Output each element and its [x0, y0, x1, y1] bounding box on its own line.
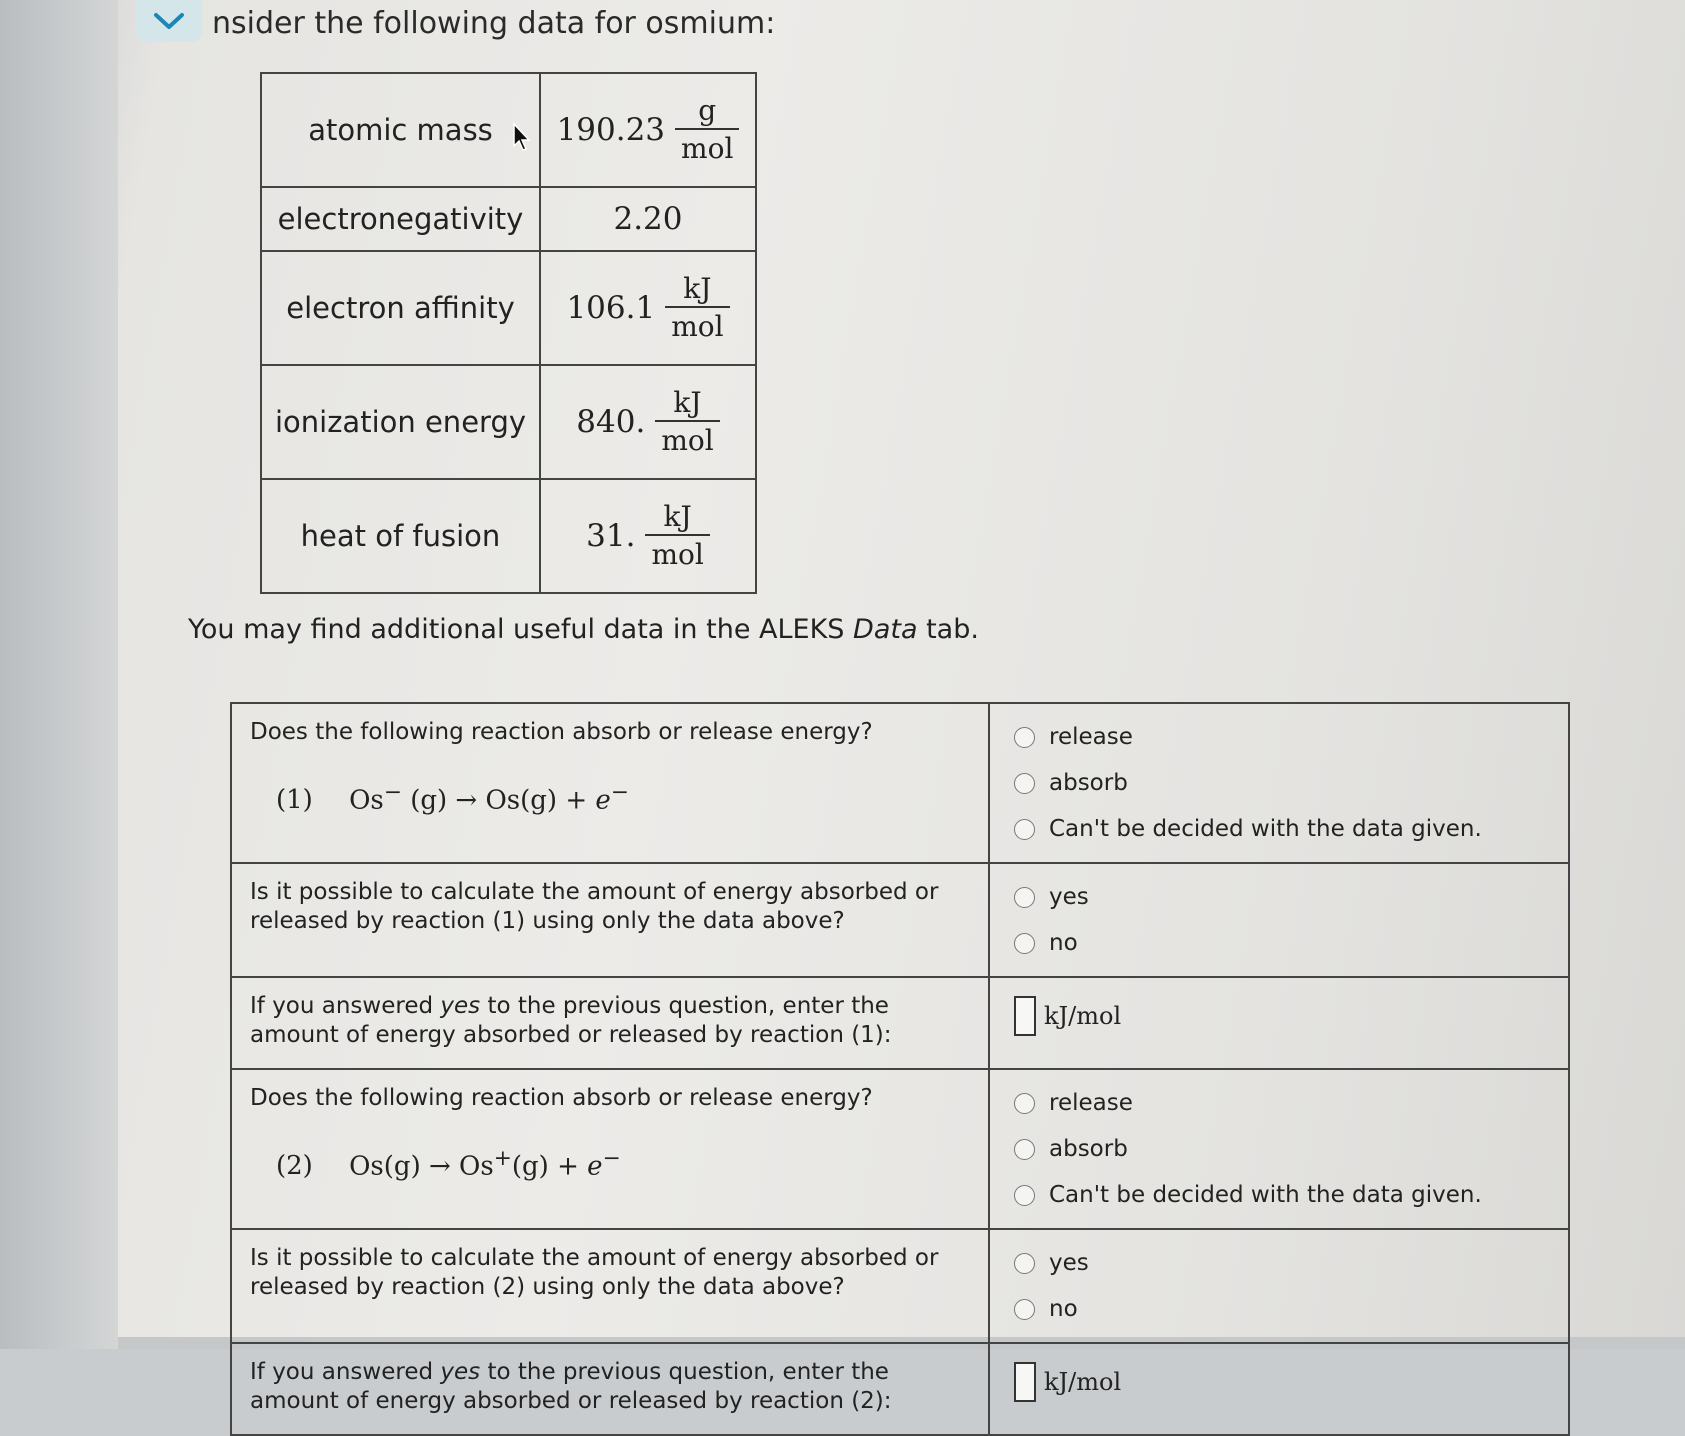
property-label: electronegativity	[261, 187, 540, 251]
unit-fraction: $\frac{kJ}{\text{mol}}$	[645, 500, 709, 571]
left-margin	[0, 0, 118, 1349]
option-no[interactable]: no	[1014, 920, 1544, 966]
chevron-down-icon	[152, 10, 186, 32]
table-row	[261, 187, 756, 251]
unit-label: kJ/mol	[1044, 1002, 1122, 1030]
question-row	[231, 863, 1569, 977]
radio-button[interactable]	[1014, 1253, 1035, 1274]
table-row	[261, 251, 756, 365]
radio-button[interactable]	[1014, 933, 1035, 954]
answer-options	[989, 1069, 1569, 1229]
question-prompt: Does the following reaction absorb or release energy?	[250, 1085, 873, 1111]
option-absorb[interactable]: absorb	[1014, 1126, 1544, 1172]
unit-fraction: $\frac{g}{\text{mol}}$	[675, 94, 739, 165]
table-row	[261, 479, 756, 593]
question-prompt: Is it possible to calculate the amount of energy absorbed or released by reaction (1) using only the data above?	[231, 863, 989, 977]
option-release[interactable]: release	[1014, 1080, 1544, 1126]
unit-label: kJ/mol	[1044, 1368, 1122, 1396]
answer-options	[989, 1229, 1569, 1343]
unit-fraction: $\frac{kJ}{\text{mol}}$	[665, 272, 729, 343]
page-title: nsider the following data for osmium:	[212, 6, 776, 41]
option-cant-decide[interactable]: Can't be decided with the data given.	[1014, 806, 1544, 852]
option-no[interactable]: no	[1014, 1286, 1544, 1332]
property-label: heat of fusion	[261, 479, 540, 593]
property-label: electron affinity	[261, 251, 540, 365]
property-label: atomic mass	[261, 73, 540, 187]
radio-button[interactable]	[1014, 1185, 1035, 1206]
question-prompt: Is it possible to calculate the amount of energy absorbed or released by reaction (2) using only the data above?	[231, 1229, 989, 1343]
answer-options	[989, 863, 1569, 977]
radio-button[interactable]	[1014, 1093, 1035, 1114]
reaction-equation: (2) Os(g) → Os+(g) + e−	[276, 1145, 621, 1182]
property-label: ionization energy	[261, 365, 540, 479]
question-prompt: Does the following reaction absorb or release energy?	[250, 719, 873, 745]
question-prompt: If you answered yes to the previous question, enter the amount of energy absorbed or released by reaction (1):	[231, 977, 989, 1069]
energy-input-row	[1014, 1362, 1544, 1402]
energy-input[interactable]	[1014, 996, 1036, 1036]
option-cant-decide[interactable]: Can't be decided with the data given.	[1014, 1172, 1544, 1218]
property-value: 840.	[576, 404, 646, 440]
mouse-cursor-icon	[512, 122, 532, 152]
option-yes[interactable]: yes	[1014, 874, 1544, 920]
radio-button[interactable]	[1014, 1299, 1035, 1320]
radio-button[interactable]	[1014, 1139, 1035, 1160]
radio-button[interactable]	[1014, 727, 1035, 748]
data-tab-note: You may find additional useful data in the ALEKS Data tab.	[188, 614, 979, 645]
energy-input-row	[1014, 996, 1544, 1036]
radio-button[interactable]	[1014, 887, 1035, 908]
property-value: 2.20	[540, 187, 756, 251]
osmium-data-table	[260, 72, 757, 594]
table-row	[261, 365, 756, 479]
reaction-equation: (1) Os− (g) → Os(g) + e−	[276, 779, 629, 816]
radio-button[interactable]	[1014, 819, 1035, 840]
question-row	[231, 1343, 1569, 1435]
energy-input[interactable]	[1014, 1362, 1036, 1402]
table-row	[261, 73, 756, 187]
question-row	[231, 1229, 1569, 1343]
question-table	[230, 702, 1570, 1436]
option-release[interactable]: release	[1014, 714, 1544, 760]
option-yes[interactable]: yes	[1014, 1240, 1544, 1286]
option-absorb[interactable]: absorb	[1014, 760, 1544, 806]
question-row	[231, 703, 1569, 863]
property-value: 31.	[586, 518, 636, 554]
answer-options	[989, 703, 1569, 863]
data-tab-link[interactable]: Data	[853, 614, 918, 645]
property-value: 190.23	[556, 112, 666, 148]
question-prompt: If you answered yes to the previous question, enter the amount of energy absorbed or released by reaction (2):	[231, 1343, 989, 1435]
question-row	[231, 977, 1569, 1069]
unit-fraction: $\frac{kJ}{\text{mol}}$	[655, 386, 719, 457]
property-value: 106.1	[566, 290, 656, 326]
radio-button[interactable]	[1014, 773, 1035, 794]
collapse-button[interactable]	[136, 0, 202, 42]
question-row	[231, 1069, 1569, 1229]
